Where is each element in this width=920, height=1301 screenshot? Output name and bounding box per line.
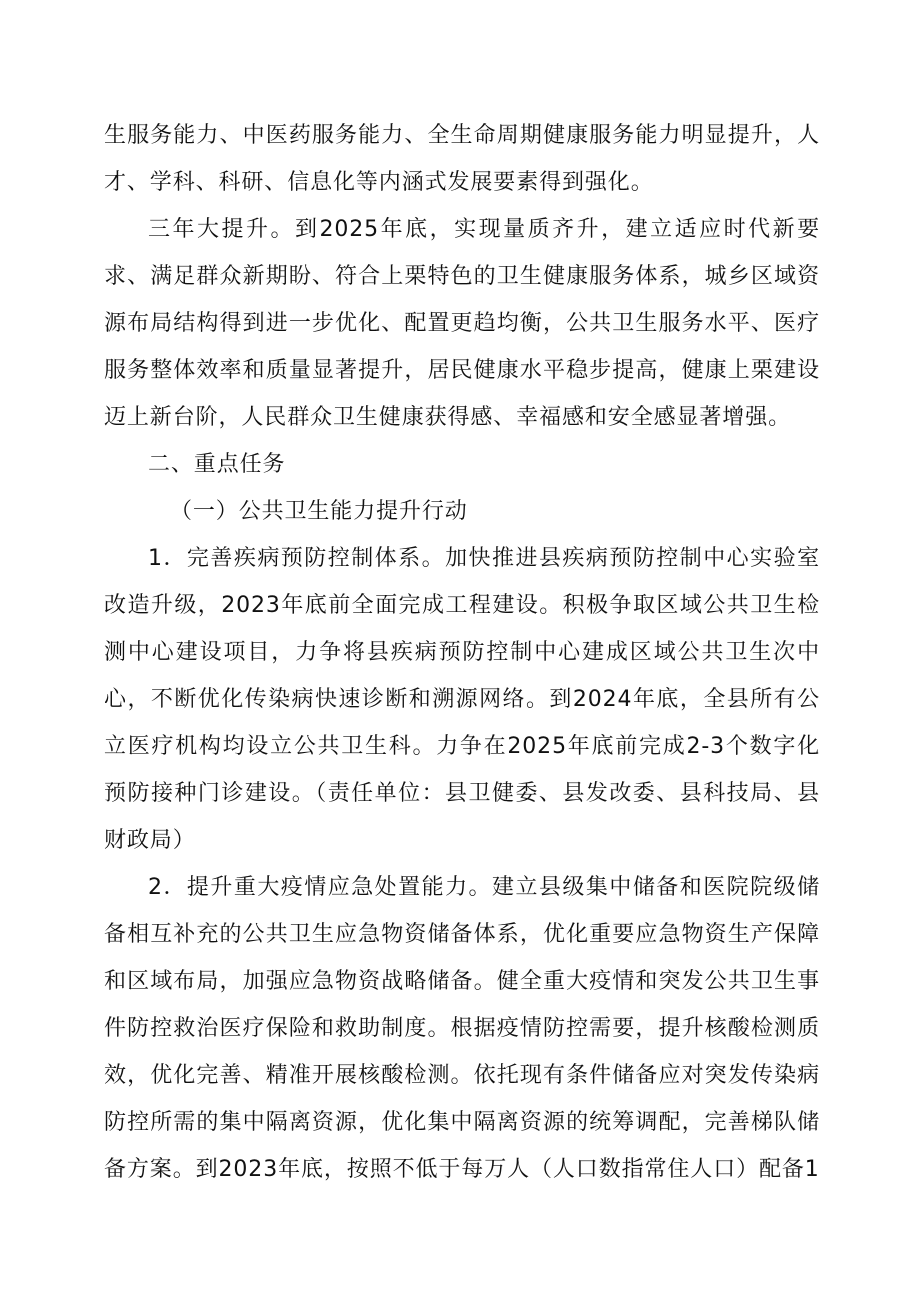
section-heading-key-tasks: 二、重点任务: [148, 452, 286, 477]
paragraph-three-year-goal: 三年大提升。到2025年底，实现量质齐升，建立适应时代新要求、满足群众新期盼、符合上栗特色的卫生健康服务体系，城乡区域资源布局结构得到进一步优化、配置更趋均衡，公共卫生服务水平、医疗服务整体效率和质量显著提升，居民健康水平稳步提高，健康上栗建设迈上新台阶，人民群众卫生健康获得感、幸福感和安全感显著增强。: [104, 217, 820, 430]
document-body: [104, 112, 820, 1193]
paragraph-continuation: 生服务能力、中医药服务能力、全生命周期健康服务能力明显提升，人才、学科、科研、信息化等内涵式发展要素得到强化。: [104, 123, 820, 195]
paragraph-item-2: 2．提升重大疫情应急处置能力。建立县级集中储备和医院院级储备相互补充的公共卫生应急物资储备体系，优化重要应急物资生产保障和区域布局，加强应急物资战略储备。健全重大疫情和突发公共卫生事件防控救治医疗保险和救助制度。根据疫情防控需要，提升核酸检测质效，优化完善、精准开展核酸检测。依托现有条件储备应对突发传染病防控所需的集中隔离资源，优化集中隔离资源的统筹调配，完善梯队储备方案。到2023年底，按照不低于每万人（人口数指常住人口）配备1: [104, 875, 820, 1182]
paragraph-item-1: 1．完善疾病预防控制体系。加快推进县疾病预防控制中心实验室改造升级，2023年底前全面完成工程建设。积极争取区域公共卫生检测中心建设项目，力争将县疾病预防控制中心建成区域公共卫生次中心，不断优化传染病快速诊断和溯源网络。到2024年底，全县所有公立医疗机构均设立公共卫生科。力争在2025年底前完成2-3个数字化预防接种门诊建设。（责任单位：县卫健委、县发改委、县科技局、县财政局）: [104, 546, 820, 853]
subsection-heading-public-health: （一）公共卫生能力提升行动: [170, 499, 468, 524]
